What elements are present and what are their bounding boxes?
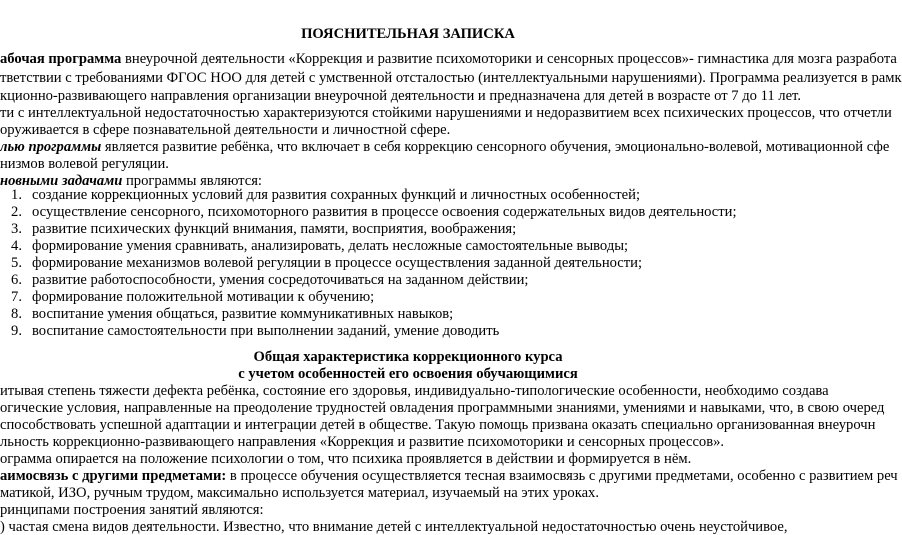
intro-line-7: низмов волевой регуляции. <box>0 156 169 172</box>
task-number: 8. <box>11 306 22 322</box>
task-list-item <box>0 306 453 322</box>
intro-term-goal: лью программы <box>0 139 102 155</box>
task-list-item <box>0 289 374 305</box>
task-list-item <box>0 323 499 339</box>
task-list-item <box>0 238 628 254</box>
section-line-6-text: в процессе обучения осуществляется тесная взаимосвязь с другими предметами, особенно с развитием реч <box>226 468 898 484</box>
task-number: 1. <box>11 187 22 203</box>
task-number: 3. <box>11 221 22 237</box>
task-list-item <box>0 272 528 288</box>
section-line-5: ограмма опирается на положение психологии о том, что психика проявляется в действии и формируется в нём. <box>0 451 692 467</box>
task-number: 4. <box>11 238 22 254</box>
intro-line-2: тветствии с требованиями ФГОС НОО для детей с умственной отсталостью (интеллектуальными нарушениями). Программа реализуется в рамк <box>0 70 902 86</box>
intro-term-program: абочая программа <box>0 51 122 67</box>
task-text: воспитание умения общаться, развитие коммуникативных навыков; <box>32 306 454 322</box>
task-text: формирование умения сравнивать, анализировать, делать несложные самостоятельные выводы; <box>32 238 629 254</box>
task-list-item <box>0 255 642 271</box>
section-line-2: огические условия, направленные на преодоление трудностей овладения программными знаниями, умениями и навыками, что, в свою очеред <box>0 400 885 416</box>
section-line-7: матикой, ИЗО, ручным трудом, максимально используется материал, изучаемый на этих уроках. <box>0 485 600 501</box>
task-text: воспитание самостоятельности при выполнении заданий, умение доводить <box>32 323 500 339</box>
task-text: формирование положительной мотивации к обучению; <box>32 289 375 305</box>
section-heading-2: с учетом особенностей его освоения обучающимися <box>238 366 578 382</box>
section-line-1: итывая степень тяжести дефекта ребёнка, состояние его здоровья, индивидуально-типологические особенности, необходимо создава <box>0 383 829 399</box>
intro-line-8-text: программы являются: <box>122 173 262 189</box>
intro-line-6 <box>0 139 889 155</box>
section-line-9: ) частая смена видов деятельности. Известно, что внимание детей с интеллектуальной недостаточностью очень неустойчивое, <box>0 519 788 535</box>
section-term-interrelation: аимосвязь с другими предметами: <box>0 468 227 484</box>
document-title: ПОЯСНИТЕЛЬНАЯ ЗАПИСКА <box>301 26 515 42</box>
task-number: 7. <box>11 289 22 305</box>
intro-line-4: ти с интеллектуальной недостаточностью характеризуются стойкими нарушениями и недоразвитием всех психических процессов, что отчетли <box>0 105 892 121</box>
task-number: 6. <box>11 272 22 288</box>
section-line-4: льность коррекционно-развивающего направления «Коррекция и развитие психомоторики и сенсорных процессов». <box>0 434 725 450</box>
intro-line-5: оруживается в сфере познавательной деятельности и личностной сфере. <box>0 122 451 138</box>
intro-line-1-text: внеурочной деятельности «Коррекция и развитие психомоторики и сенсорных процессов»- гимнастика для мозга разработа <box>121 51 897 67</box>
section-line-3: способствовать успешной адаптации и интеграции детей в обществе. Такую помощь призвана оказать специально организованная внеурочн <box>0 417 876 433</box>
section-heading-1: Общая характеристика коррекционного курса <box>253 349 563 365</box>
task-text: формирование механизмов волевой регуляции в процессе осуществления заданной деятельности; <box>32 255 643 271</box>
section-line-6 <box>0 468 898 484</box>
section-line-8: ринципами построения занятий являются: <box>0 502 264 518</box>
task-text: развитие работоспособности, умения сосредоточиваться на заданном действии; <box>32 272 529 288</box>
task-number: 5. <box>11 255 22 271</box>
task-text: осуществление сенсорного, психомоторного развития в процессе освоения содержательных видов деятельности; <box>32 204 737 220</box>
intro-term-tasks: новными задачами <box>0 173 123 189</box>
task-number: 2. <box>11 204 22 220</box>
task-list-item <box>0 221 516 237</box>
intro-line-3: кционно-развивающего направления организации внеурочной деятельности и предназначена для детей в возрасте от 7 до 11 лет. <box>0 88 801 104</box>
task-list-item <box>0 204 737 220</box>
intro-line-6-text: является развитие ребёнка, что включает в себя коррекцию сенсорного обучения, эмоционально-волевой, мотивационной сфе <box>101 139 890 155</box>
task-number: 9. <box>11 323 22 339</box>
task-list-item <box>0 187 640 203</box>
task-text: создание коррекционных условий для развития сохранных функций и личностных особенностей; <box>32 187 641 203</box>
task-text: развитие психических функций внимания, памяти, восприятия, воображения; <box>32 221 517 237</box>
intro-line-1 <box>0 51 897 67</box>
